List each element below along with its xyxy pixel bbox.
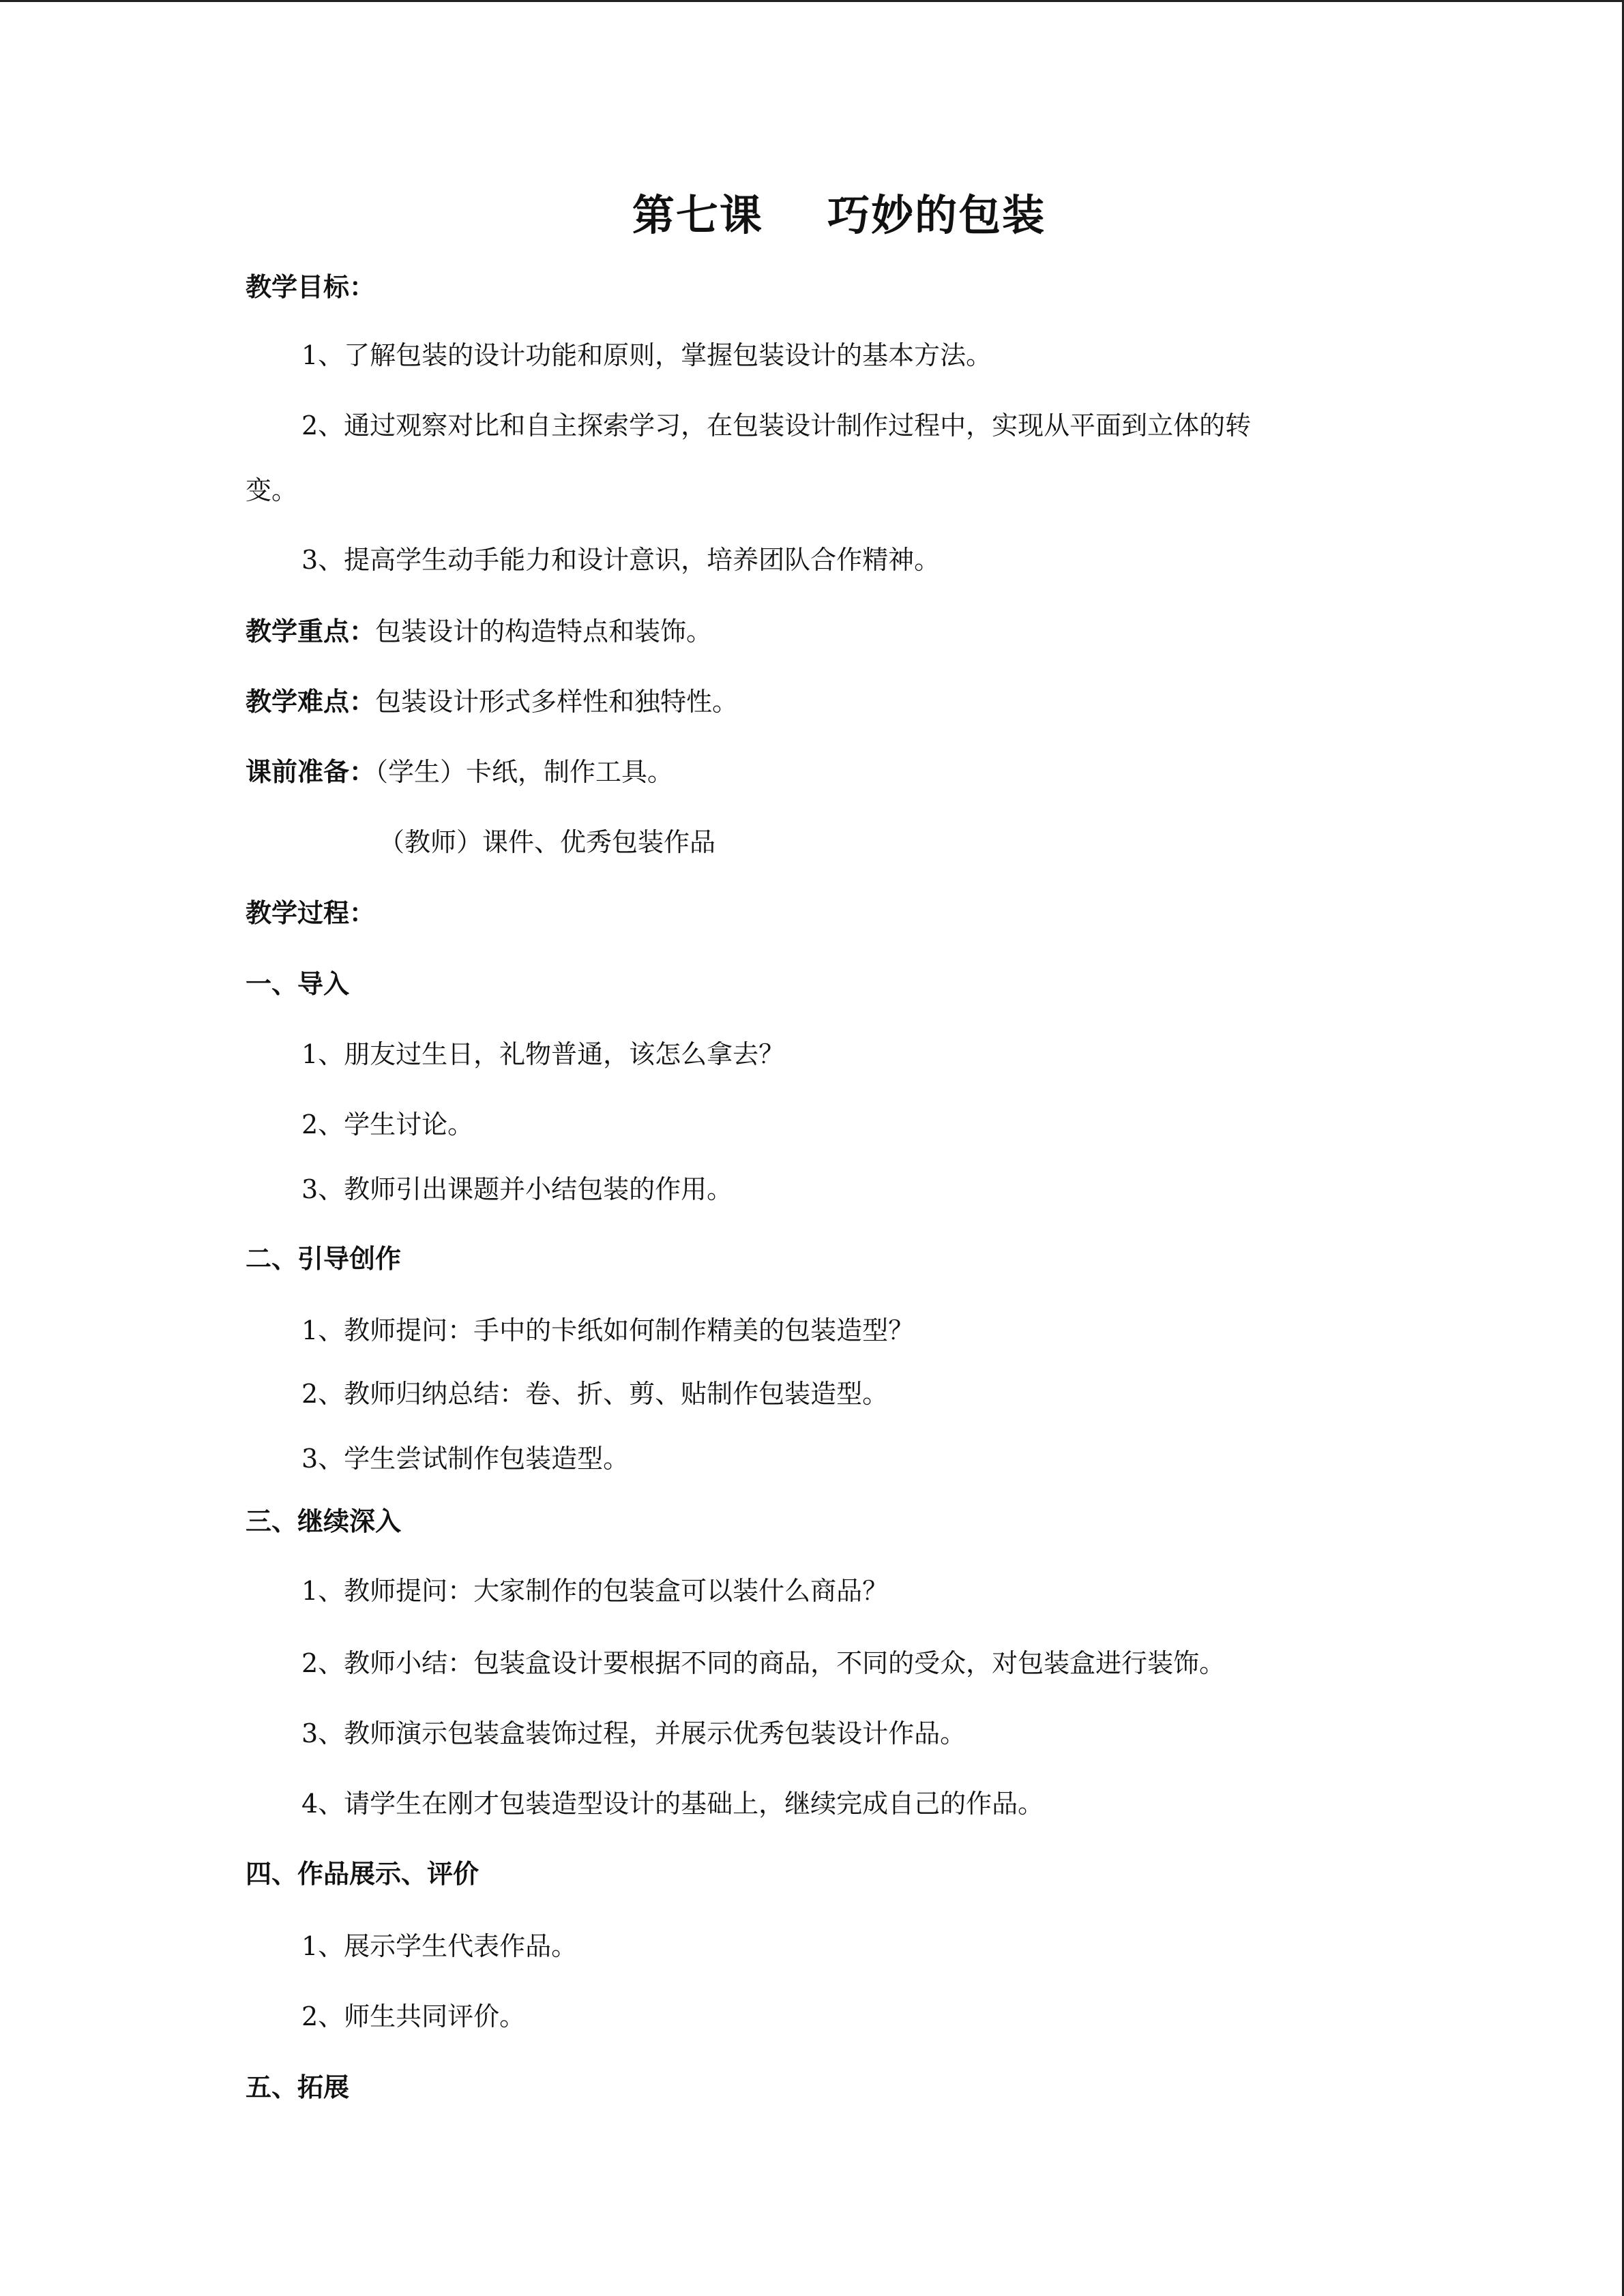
difficulty xyxy=(246,684,738,719)
preparation-label: 课前准备： xyxy=(246,757,376,787)
section-1-item-2: 2、学生讨论。 xyxy=(301,1109,474,1139)
process-heading: 教学过程： xyxy=(246,898,376,928)
section-2-item-2: 2、教师归纳总结：卷、折、剪、贴制作包装造型。 xyxy=(301,1379,889,1409)
section-3-item-2: 2、教师小结：包装盒设计要根据不同的商品，不同的受众，对包装盒进行装饰。 xyxy=(301,1648,1226,1678)
section-heading-1: 一、导入 xyxy=(246,969,350,999)
key-point xyxy=(246,614,712,649)
section-3-item-3: 3、教师演示包装盒装饰过程，并展示优秀包装设计作品。 xyxy=(301,1718,966,1748)
preparation-teacher: （教师）课件、优秀包装作品 xyxy=(379,827,716,857)
objective-item-2: 2、通过观察对比和自主探索学习，在包装设计制作过程中，实现从平面到立体的转 xyxy=(301,411,1252,441)
section-3-item-1: 1、教师提问：大家制作的包装盒可以装什么商品？ xyxy=(301,1576,889,1606)
page-title: 第七课 巧妙的包装 xyxy=(632,190,1046,240)
preparation-student: （学生）卡纸，制作工具。 xyxy=(375,757,674,787)
section-heading-3: 三、继续深入 xyxy=(246,1506,402,1536)
key-point-label: 教学重点： xyxy=(246,616,376,646)
objective-item-2-continuation: 变。 xyxy=(246,475,298,505)
difficulty-label: 教学难点： xyxy=(246,687,376,717)
key-point-text: 包装设计的构造特点和装饰。 xyxy=(375,616,713,646)
section-1-item-3: 3、教师引出课题并小结包装的作用。 xyxy=(301,1174,733,1204)
section-heading-5: 五、拓展 xyxy=(246,2072,350,2102)
section-2-item-3: 3、学生尝试制作包装造型。 xyxy=(301,1444,630,1474)
section-3-item-4: 4、请学生在刚才包装造型设计的基础上，继续完成自己的作品。 xyxy=(301,1789,1044,1819)
section-1-item-1: 1、朋友过生日，礼物普通，该怎么拿去？ xyxy=(301,1039,785,1069)
difficulty-text: 包装设计形式多样性和独特性。 xyxy=(375,687,739,717)
objective-item-3: 3、提高学生动手能力和设计意识，培养团队合作精神。 xyxy=(301,545,941,575)
section-4-item-1: 1、展示学生代表作品。 xyxy=(301,1931,578,1961)
preparation xyxy=(246,754,673,790)
section-heading-4: 四、作品展示、评价 xyxy=(246,1859,479,1889)
section-2-item-1: 1、教师提问：手中的卡纸如何制作精美的包装造型？ xyxy=(301,1315,915,1345)
objectives-heading: 教学目标： xyxy=(246,272,376,302)
objective-item-1: 1、了解包装的设计功能和原则，掌握包装设计的基本方法。 xyxy=(301,340,992,370)
section-4-item-2: 2、师生共同评价。 xyxy=(301,2001,526,2031)
section-heading-2: 二、引导创作 xyxy=(246,1244,402,1274)
